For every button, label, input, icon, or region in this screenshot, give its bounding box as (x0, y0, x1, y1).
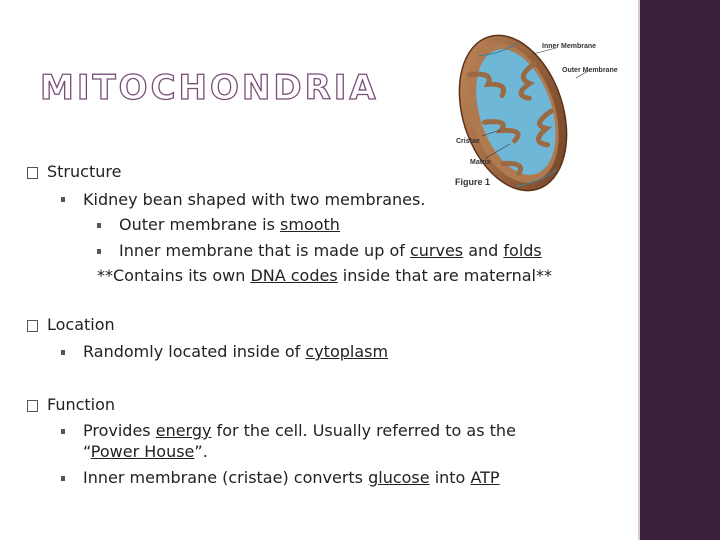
location-item-cytoplasm: Randomly located inside of cytoplasm (83, 342, 389, 361)
bullet-square-icon (97, 223, 101, 228)
section-heading-function: Function (47, 395, 116, 414)
section-heading-location: Location (47, 315, 115, 334)
slide-title: MITOCHONDRIA (40, 68, 379, 108)
figure-label-cristae: Cristae (456, 138, 480, 145)
structure-item-shape: Kidney bean shaped with two membranes. (83, 190, 426, 209)
bullet-square-icon (61, 476, 65, 481)
function-item-energy-line2: “Power House”. (83, 442, 208, 461)
structure-item-outer-membrane: Outer membrane is smooth (119, 215, 340, 234)
figure-label-outer-membrane: Outer Membrane (562, 67, 618, 74)
structure-item-inner-membrane: Inner membrane that is made up of curves and folds (119, 241, 542, 260)
section-bullet-icon (27, 400, 38, 412)
structure-item-dna-note: **Contains its own DNA codes inside that are maternal** (97, 266, 552, 285)
figure-caption: Figure 1 (455, 177, 491, 187)
section-heading-structure: Structure (47, 162, 122, 181)
function-item-glucose: Inner membrane (cristae) converts glucose into ATP (83, 468, 500, 487)
bullet-square-icon (97, 249, 101, 254)
function-item-energy: Provides energy for the cell. Usually referred to as the (83, 421, 516, 440)
section-bullet-icon (27, 320, 38, 332)
section-bullet-icon (27, 167, 38, 179)
figure-label-matrix: Matrix (470, 159, 491, 166)
bullet-square-icon (61, 350, 65, 355)
decorative-sidebar (640, 0, 720, 540)
figure-label-inner-membrane: Inner Membrane (542, 43, 597, 50)
bullet-square-icon (61, 429, 65, 434)
bullet-square-icon (61, 197, 65, 202)
